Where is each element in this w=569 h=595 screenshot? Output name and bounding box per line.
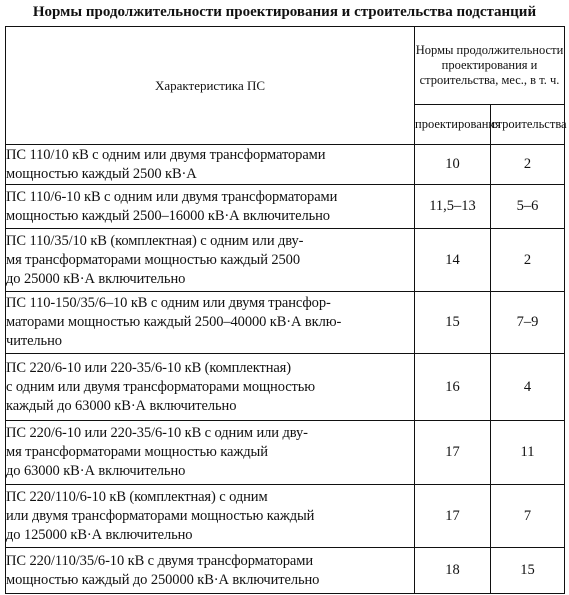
- table-row: [6, 421, 565, 485]
- header-characteristic: Характеристика ПС: [6, 27, 415, 145]
- row-construction-months: 11: [491, 421, 565, 485]
- row-description: ПС 220/6-10 или 220-35/6-10 кВ (комплектная) с одним или двумя трансформаторами мощностью каждый до 63000 кВ·А включительно: [6, 354, 415, 421]
- row-construction-months: 4: [491, 354, 565, 421]
- header-row: [6, 27, 565, 105]
- row-design-months: 18: [415, 548, 491, 594]
- row-design-months: 17: [415, 421, 491, 485]
- table-row: [6, 145, 565, 185]
- row-construction-months: 2: [491, 145, 565, 185]
- row-design-months: 16: [415, 354, 491, 421]
- row-construction-months: 2: [491, 229, 565, 292]
- header-norms: Нормы продолжительности проектирования и строительства, мес., в т. ч.: [415, 27, 565, 105]
- row-design-months: 17: [415, 485, 491, 548]
- row-construction-months: 15: [491, 548, 565, 594]
- table-title: Нормы продолжительности проектирования и строительства подстанций: [32, 4, 537, 20]
- row-description: ПС 110/6-10 кВ с одним или двумя трансформаторами мощностью каждый 2500–16000 кВ·А включительно: [6, 185, 415, 229]
- table-row: [6, 229, 565, 292]
- row-description: ПС 110/35/10 кВ (комплектная) с одним или дву- мя трансформаторами мощностью каждый 2500 до 25000 кВ·А включительно: [6, 229, 415, 292]
- norms-table: [5, 26, 565, 594]
- table-row: [6, 485, 565, 548]
- row-description: ПС 220/6-10 или 220-35/6-10 кВ с одним или дву- мя трансформаторами мощностью каждый до 63000 кВ·А включительно: [6, 421, 415, 485]
- row-design-months: 15: [415, 292, 491, 354]
- row-construction-months: 5–6: [491, 185, 565, 229]
- header-construction: строительства: [491, 105, 565, 145]
- row-design-months: 10: [415, 145, 491, 185]
- row-description: ПС 110/10 кВ с одним или двумя трансформаторами мощностью каждый 2500 кВ·А: [6, 145, 415, 185]
- row-construction-months: 7–9: [491, 292, 565, 354]
- row-description: ПС 220/110/35/6-10 кВ с двумя трансформаторами мощностью каждый до 250000 кВ·А включительно: [6, 548, 415, 594]
- row-construction-months: 7: [491, 485, 565, 548]
- table-row: [6, 354, 565, 421]
- table-row: [6, 185, 565, 229]
- header-design: проектирования: [415, 105, 491, 145]
- row-description: ПС 220/110/6-10 кВ (комплектная) с одним или двумя трансформаторами мощностью каждый до 125000 кВ·А включительно: [6, 485, 415, 548]
- table-row: [6, 292, 565, 354]
- row-design-months: 11,5–13: [415, 185, 491, 229]
- row-design-months: 14: [415, 229, 491, 292]
- table-row: [6, 548, 565, 594]
- row-description: ПС 110-150/35/6–10 кВ с одним или двумя трансфор- маторами мощностью каждый 2500–40000 кВ·А вклю- чительно: [6, 292, 415, 354]
